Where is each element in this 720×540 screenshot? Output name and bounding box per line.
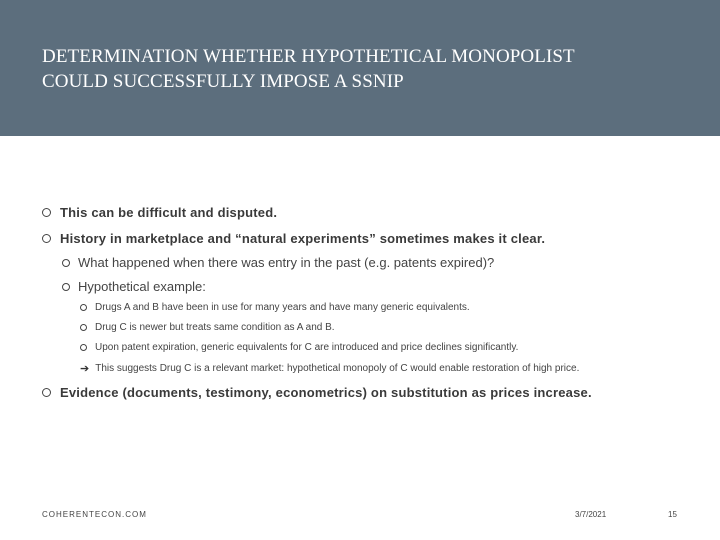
- sub-sub-bullet-item: Upon patent expiration, generic equivalents for C are introduced and price declines significantly.: [80, 342, 518, 353]
- sub-sub-bullet-item: Drugs A and B have been in use for many years and have many generic equivalents.: [80, 302, 470, 313]
- bullet-item: This can be difficult and disputed.: [42, 204, 277, 220]
- circle-bullet-icon: [80, 324, 87, 331]
- circle-bullet-icon: [62, 259, 70, 267]
- footer-date: 3/7/2021: [575, 510, 607, 519]
- bullet-item: Evidence (documents, testimony, econometrics) on substitution as prices increase.: [42, 384, 592, 400]
- slide-title: DETERMINATION WHETHER HYPOTHETICAL MONOPOLIST COULD SUCCESSFULLY IMPOSE A SSNIP: [42, 46, 575, 92]
- sub-sub-bullet-item: Drug C is newer but treats same condition as A and B.: [80, 322, 335, 333]
- arrow-right-icon: ➔: [80, 363, 90, 375]
- circle-bullet-icon: [80, 304, 87, 311]
- circle-bullet-icon: [42, 234, 51, 243]
- circle-bullet-icon: [80, 344, 87, 351]
- sub-bullet-item: What happened when there was entry in the past (e.g. patents expired)?: [62, 254, 494, 270]
- circle-bullet-icon: [42, 388, 51, 397]
- circle-bullet-icon: [62, 283, 70, 291]
- footer-site: COHERENTECON.COM: [42, 510, 147, 519]
- sub-sub-bullet-item: ➔ This suggests Drug C is a relevant market: hypothetical monopoly of C would enable restoration of high price.: [80, 363, 580, 375]
- bullet-item: History in marketplace and “natural experiments” sometimes makes it clear.: [42, 230, 545, 246]
- page-number: 15: [668, 510, 677, 519]
- circle-bullet-icon: [42, 208, 51, 217]
- sub-bullet-item: Hypothetical example:: [62, 278, 206, 294]
